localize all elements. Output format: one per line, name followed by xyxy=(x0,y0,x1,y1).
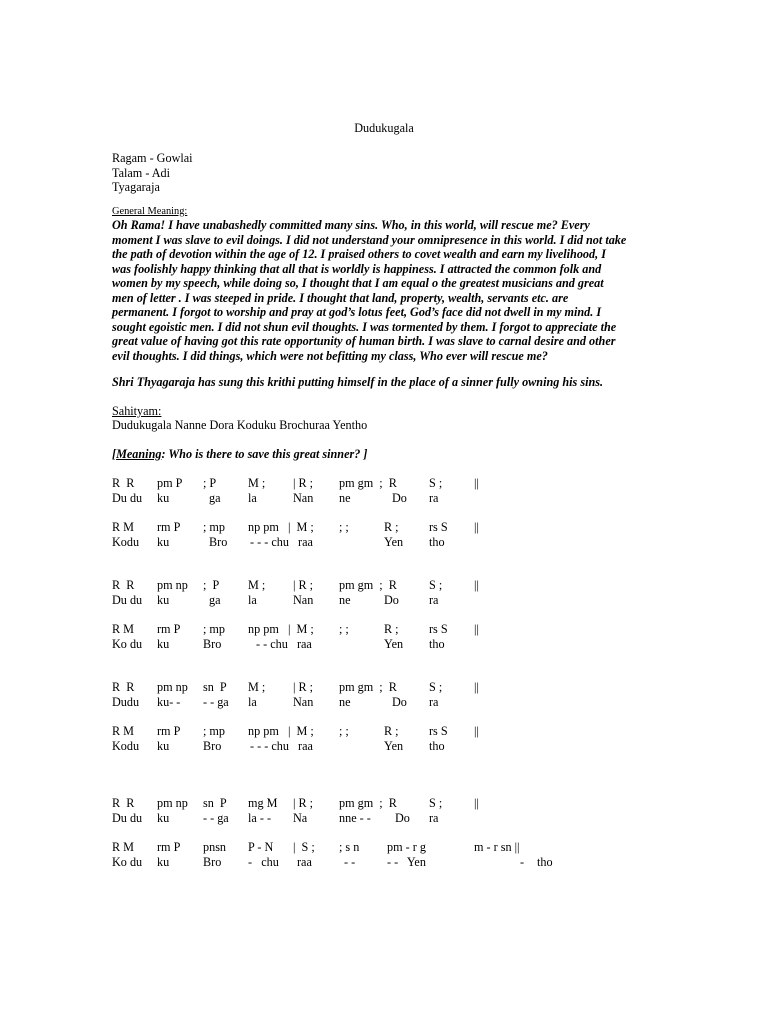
notation-cell: sn P xyxy=(203,796,227,810)
notation-cell: np pm | M ; xyxy=(248,520,314,534)
notation-cell: Du du xyxy=(112,593,143,607)
notation-cell: M ; xyxy=(248,476,266,490)
notation-cell: pm gm ; R xyxy=(339,578,397,592)
notation-cell: ne xyxy=(339,593,351,607)
notation-cell: rs S xyxy=(429,724,448,738)
swara-row xyxy=(0,578,768,593)
bracket-open: [ xyxy=(112,447,117,461)
notation-cell: ku xyxy=(157,535,170,549)
notation-cell: pm - r g xyxy=(387,840,426,854)
notation-cell: Do xyxy=(384,593,399,607)
notation-cell: ku xyxy=(157,637,170,651)
notation-cell: Nan xyxy=(293,491,314,505)
notation-cell: || xyxy=(474,578,479,592)
notation-cell: | R ; xyxy=(293,578,314,592)
notation-cell: ku xyxy=(157,491,170,505)
song-title: Dudukugala xyxy=(354,121,414,135)
lyric-row xyxy=(0,811,768,826)
sahityam-text: Dudukugala Nanne Dora Koduku Brochuraa Yentho xyxy=(112,418,368,432)
notation-cell: la xyxy=(248,593,257,607)
notation-cell: rm P xyxy=(157,622,181,636)
notation-cell: m - r sn || xyxy=(474,840,520,854)
notation-cell: - chu xyxy=(248,855,279,869)
notation-cell: ; ; xyxy=(339,724,349,738)
notation-cell: S ; xyxy=(429,680,443,694)
lyric-row xyxy=(0,739,768,754)
notation-cell: - - - chu raa xyxy=(250,535,313,549)
meaning-line: Oh Rama! I have unabashedly committed many sins. Who, in this world, will rescue me? Every xyxy=(112,218,590,232)
notation-cell: nne - - xyxy=(339,811,371,825)
notation-cell: Bro xyxy=(203,855,222,869)
talam-line: Talam - Adi xyxy=(112,165,171,180)
notation-cell: Bro xyxy=(203,739,222,753)
notation-cell: R R xyxy=(112,796,135,810)
notation-cell: Do xyxy=(392,695,407,709)
notation-cell: Nan xyxy=(293,593,314,607)
notation-cell: ra xyxy=(429,695,439,709)
swara-row xyxy=(0,680,768,695)
notation-cell: ; ; xyxy=(339,520,349,534)
notation-cell: - xyxy=(520,855,525,869)
meaning-line: women by my speech, while doing so, I thought that I am equal o the greatest musicians and great xyxy=(112,276,604,290)
composer-line: Tyagaraja xyxy=(112,180,160,194)
notation-cell: ; s n xyxy=(339,840,360,854)
notation-cell: R R xyxy=(112,680,135,694)
krithi-note: Shri Thyagaraja has sung this krithi putting himself in the place of a sinner fully owning his sins. xyxy=(112,375,604,389)
notation-cell: ku xyxy=(157,811,170,825)
notation-cell: rs S xyxy=(429,622,448,636)
notation-cell: || xyxy=(474,680,479,694)
notation-cell: Du du xyxy=(112,491,143,505)
song-meta xyxy=(112,151,193,195)
notation-cell: Do xyxy=(392,491,407,505)
notation-cell: | R ; xyxy=(293,796,314,810)
notation-cell: mg M xyxy=(248,796,278,810)
notation-cell: ku xyxy=(157,739,170,753)
notation-cell: pm np xyxy=(157,578,188,592)
notation-cell: Do xyxy=(395,811,410,825)
notation-cell: pm gm ; R xyxy=(339,476,397,490)
swara-row xyxy=(0,840,768,855)
notation-cell: R M xyxy=(112,520,135,534)
notation-cell: Ko du xyxy=(112,637,143,651)
sahityam-meaning xyxy=(112,447,367,461)
notation-cell: - - chu raa xyxy=(256,637,312,651)
notation-cell: Bro xyxy=(209,535,228,549)
notation-cell: ; P xyxy=(203,578,220,592)
notation-cell: R ; xyxy=(384,520,399,534)
notation-cell: - - xyxy=(344,855,356,869)
meaning-line: moment I was slave to evil doings. I did not understand your omnipresence in this world. I did not take xyxy=(112,232,627,247)
notation-cell: ra xyxy=(429,491,439,505)
notation-cell: rm P xyxy=(157,840,181,854)
lyric-row xyxy=(0,695,768,710)
notation-cell: la xyxy=(248,491,257,505)
notation-cell: pm P xyxy=(157,476,183,490)
notation-cell: | S ; xyxy=(293,840,315,854)
notation-cell: S ; xyxy=(429,796,443,810)
notation-cell: R R xyxy=(112,476,135,490)
notation-cell: R ; xyxy=(384,724,399,738)
general-meaning-label: General Meaning: xyxy=(112,206,188,217)
notation-cell: ga xyxy=(209,491,221,505)
notation-cell: ; mp xyxy=(203,622,226,636)
notation-cell: Du du xyxy=(112,811,143,825)
notation-cell: rm P xyxy=(157,724,181,738)
notation-cell: pm np xyxy=(157,680,188,694)
swara-row xyxy=(0,796,768,811)
notation-cell: - - - chu raa xyxy=(250,739,313,753)
lyric-row xyxy=(0,593,768,608)
meaning-line: men of letter . I was steeped in pride. I thought that land, property, wealth, servants etc. are xyxy=(112,290,569,305)
notation-cell: ne xyxy=(339,491,351,505)
notation-cell: - - ga xyxy=(203,811,229,825)
notation-cell: Na xyxy=(293,811,308,825)
notation-cell: - - Yen xyxy=(387,855,426,869)
notation-cell: pnsn xyxy=(203,840,227,854)
notation-cell: ga xyxy=(209,593,221,607)
notation-cell: ku xyxy=(157,593,170,607)
notation-cell: raa xyxy=(297,855,312,869)
notation-cell: - - ga xyxy=(203,695,229,709)
notation-cell: || xyxy=(474,796,479,810)
notation-cell: R ; xyxy=(384,622,399,636)
notation-cell: Nan xyxy=(293,695,314,709)
notation-cell: R M xyxy=(112,724,135,738)
meaning-line: was foolishly happy thinking that all that is worldly is happiness. I attracted the common folk and xyxy=(112,261,602,276)
meaning-line: the path of devotion within the age of 12. I praised others to covet wealth and earn my livelihood, I xyxy=(112,247,606,261)
notation-cell: P - N xyxy=(248,840,274,854)
swara-row xyxy=(0,724,768,739)
notation-cell: Kodu xyxy=(112,739,140,753)
notation-cell: ; mp xyxy=(203,520,226,534)
notation-cell: S ; xyxy=(429,578,443,592)
notation-cell: pm gm ; R xyxy=(339,680,397,694)
notation-cell: M ; xyxy=(248,578,266,592)
notation-cell: Ko du xyxy=(112,855,143,869)
sahityam-label: Sahityam: xyxy=(112,404,162,418)
meaning-line: great value of having got this rate opportunity of human birth. I was slave to carnal desire and other xyxy=(112,334,616,348)
meaning-line: evil thoughts. I did things, which were not befitting my class, Who ever will rescue me? xyxy=(112,348,548,363)
lyric-row xyxy=(0,637,768,652)
swara-row xyxy=(0,622,768,637)
notation-cell: | R ; xyxy=(293,476,314,490)
lyric-row xyxy=(0,491,768,506)
swara-row xyxy=(0,520,768,535)
general-meaning-text xyxy=(112,218,657,363)
notation-cell: rm P xyxy=(157,520,181,534)
ragam-line: Ragam - Gowlai xyxy=(112,151,193,165)
lyric-row xyxy=(0,855,768,870)
notation-cell: Yen xyxy=(384,739,404,753)
notation-cell: M ; xyxy=(248,680,266,694)
meaning-line: permanent. I forgot to worship and pray at god’s lotus feet, God’s face did not dwell in my mind. I xyxy=(112,305,602,319)
notation-cell: ku xyxy=(157,855,170,869)
notation-cell: pm np xyxy=(157,796,188,810)
notation-cell: ; mp xyxy=(203,724,226,738)
notation-cell: S ; xyxy=(429,476,443,490)
notation-cell: || xyxy=(474,520,479,534)
lyric-row xyxy=(0,535,768,550)
notation-cell: ra xyxy=(429,811,439,825)
meaning-text: : Who is there to save this great sinner? ] xyxy=(161,447,368,461)
notation-cell: ra xyxy=(429,593,439,607)
notation-cell: Bro xyxy=(203,637,222,651)
notation-cell: ku- - xyxy=(157,695,181,709)
swara-row xyxy=(0,476,768,491)
notation-cell: R M xyxy=(112,622,135,636)
notation-cell: sn P xyxy=(203,680,227,694)
notation-cell: Yen xyxy=(384,637,404,651)
notation-cell: tho xyxy=(429,739,445,753)
notation-cell: Kodu xyxy=(112,535,140,549)
notation-cell: Dudu xyxy=(112,695,140,709)
notation-cell: tho xyxy=(429,637,445,651)
meaning-keyword: Meaning xyxy=(116,447,162,461)
notation-cell: ; P xyxy=(203,476,217,490)
notation-cell: | R ; xyxy=(293,680,314,694)
notation-cell: ne xyxy=(339,695,351,709)
notation-cell: tho xyxy=(537,855,553,869)
notation-cell: la xyxy=(248,695,257,709)
notation-cell: ; ; xyxy=(339,622,349,636)
notation-cell: Yen xyxy=(384,535,404,549)
notation-cell: || xyxy=(474,622,479,636)
notation-cell: || xyxy=(474,724,479,738)
notation-cell: R R xyxy=(112,578,135,592)
notation-cell: R M xyxy=(112,840,135,854)
notation-cell: tho xyxy=(429,535,445,549)
notation-cell: np pm | M ; xyxy=(248,622,314,636)
notation-cell: pm gm ; R xyxy=(339,796,397,810)
notation-cell: rs S xyxy=(429,520,448,534)
notation-cell: || xyxy=(474,476,479,490)
meaning-line: sought egoistic men. I did not shun evil thoughts. I was tormented by them. I forgot to appreciate the xyxy=(112,319,617,334)
notation-cell: la - - xyxy=(248,811,272,825)
notation-cell: np pm | M ; xyxy=(248,724,314,738)
